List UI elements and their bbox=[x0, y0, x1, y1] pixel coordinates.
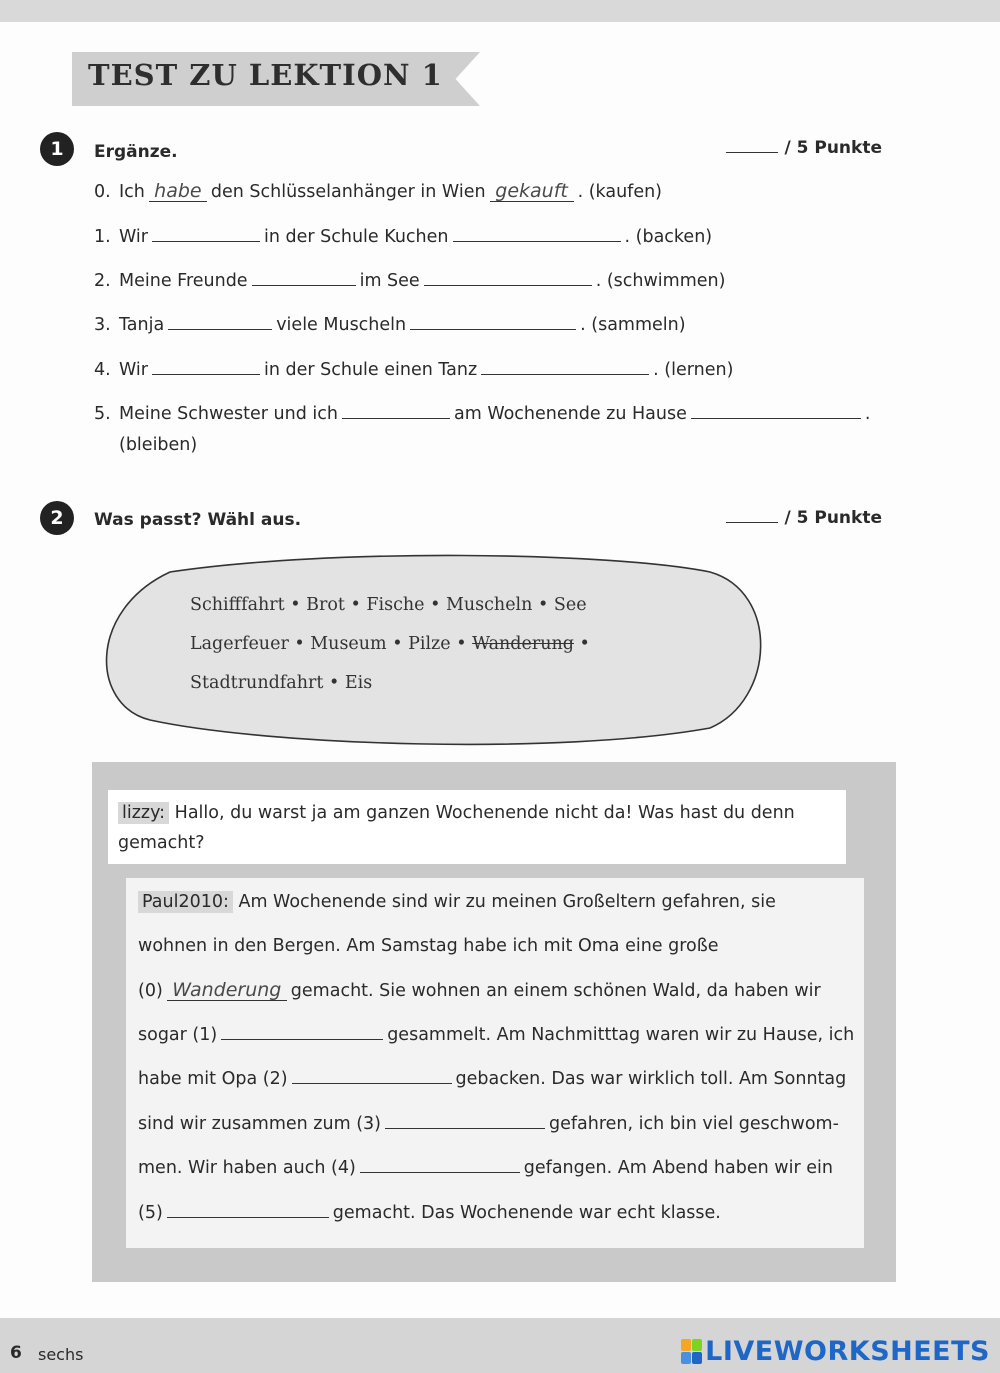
exercise-1-item: 3. Tanja viele Muscheln . (sammeln) bbox=[94, 315, 686, 335]
page-word: sechs bbox=[38, 1345, 84, 1364]
blank-chat-2[interactable] bbox=[292, 1067, 452, 1084]
struck-word: Wanderung bbox=[472, 634, 574, 654]
exercise-1-points: / 5 Punkte bbox=[726, 138, 882, 158]
liveworksheets-logo bbox=[681, 1336, 990, 1367]
blank-chat-3[interactable] bbox=[385, 1112, 545, 1129]
chat-line: sind wir zusammen zum (3) gefahren, ich bin viel geschwom- bbox=[138, 1114, 839, 1134]
blank-chat-5[interactable] bbox=[167, 1201, 329, 1218]
exercise-1-item: 1. Wir in der Schule Kuchen . (backen) bbox=[94, 227, 713, 247]
blank-5b[interactable] bbox=[691, 402, 861, 419]
exercise-1-item: 2. Meine Freunde im See . (schwimmen) bbox=[94, 271, 726, 291]
word-list-line: Lagerfeuer • Museum • Pilze • Wanderung • bbox=[190, 634, 590, 654]
exercise-1-item: 5. Meine Schwester und ich am Wochenende zu Hause . bbox=[94, 404, 871, 424]
blank-1b[interactable] bbox=[453, 225, 621, 242]
exercise-2-number: 2 bbox=[40, 501, 74, 535]
blank-3a[interactable] bbox=[168, 313, 272, 330]
points-blank[interactable] bbox=[726, 522, 778, 523]
blank-4a[interactable] bbox=[152, 358, 260, 375]
blank-2b[interactable] bbox=[424, 269, 592, 286]
chat-line: (5) gemacht. Das Wochenende war echt klasse. bbox=[138, 1203, 721, 1223]
page-number: 6 bbox=[10, 1343, 22, 1363]
blank-5a[interactable] bbox=[342, 402, 450, 419]
blank-chat-4[interactable] bbox=[360, 1156, 520, 1173]
exercise-1-title: Ergänze. bbox=[94, 142, 178, 162]
chat-line: wohnen in den Bergen. Am Samstag habe ich mit Oma eine große bbox=[138, 936, 719, 956]
liveworksheets-icon bbox=[681, 1339, 703, 1365]
blank-2a[interactable] bbox=[252, 269, 356, 286]
blank-chat-1[interactable] bbox=[221, 1023, 383, 1040]
blank-4b[interactable] bbox=[481, 358, 649, 375]
word-list-line: Schifffahrt • Brot • Fische • Muscheln • See bbox=[190, 595, 587, 615]
brand-text: LIVEWORKSHEETS bbox=[705, 1336, 990, 1367]
chat-line: (0) Wanderung gemacht. Sie wohnen an einem schönen Wald, da haben wir bbox=[138, 979, 821, 1001]
exercise-1-item: 4. Wir in der Schule einen Tanz . (lernen) bbox=[94, 360, 734, 380]
top-strip bbox=[0, 0, 1000, 22]
exercise-2-points: / 5 Punkte bbox=[726, 508, 882, 528]
word-list-line: Stadtrundfahrt • Eis bbox=[190, 673, 373, 693]
exercise-1-example: 0. Ich habe den Schlüsselanhänger in Wien gekauft . (kaufen) bbox=[94, 180, 663, 202]
answer-wanderung: Wanderung bbox=[167, 980, 287, 1001]
chat-username: Paul2010: bbox=[138, 891, 233, 913]
answer-habe: habe bbox=[149, 181, 207, 202]
chat-line: lizzy: Hallo, du warst ja am ganzen Wochenende nicht da! Was hast du denn bbox=[118, 798, 795, 828]
blank-1a[interactable] bbox=[152, 225, 260, 242]
answer-gekauft: gekauft bbox=[490, 181, 574, 202]
exercise-1-number: 1 bbox=[40, 132, 74, 166]
page-title: TEST ZU LEKTION 1 bbox=[88, 58, 443, 92]
chat-line: men. Wir haben auch (4) gefangen. Am Abend haben wir ein bbox=[138, 1158, 833, 1178]
chat-username: lizzy: bbox=[118, 802, 169, 824]
chat-line: sogar (1) gesammelt. Am Nachmitttag waren wir zu Hause, ich bbox=[138, 1025, 855, 1045]
points-blank[interactable] bbox=[726, 152, 778, 153]
exercise-1-item-hint: (bleiben) bbox=[119, 435, 198, 455]
chat-line: Paul2010: Am Wochenende sind wir zu meinen Großeltern gefahren, sie bbox=[138, 887, 776, 917]
blank-3b[interactable] bbox=[410, 313, 576, 330]
exercise-2-title: Was passt? Wähl aus. bbox=[94, 510, 302, 530]
chat-line: habe mit Opa (2) gebacken. Das war wirklich toll. Am Sonntag bbox=[138, 1069, 847, 1089]
chat-line: gemacht? bbox=[118, 833, 205, 853]
